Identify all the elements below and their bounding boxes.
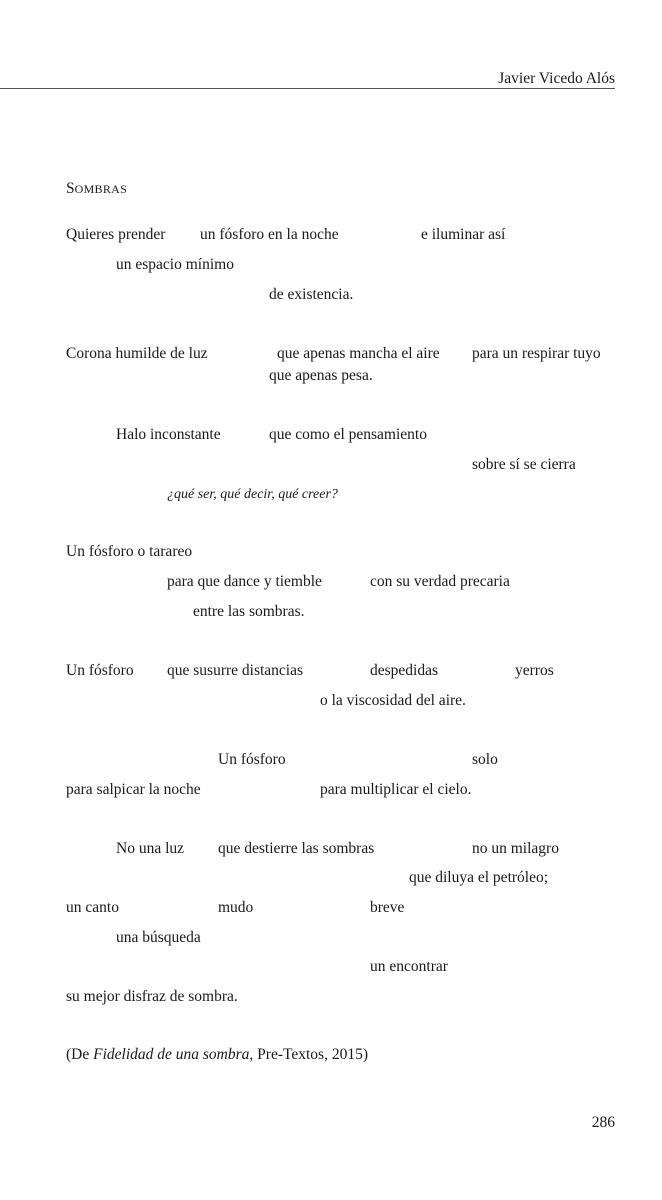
verse-segment: No una luz [116,840,185,857]
verse-segment: de existencia. [269,286,354,303]
verse-segment: que destierre las sombras [218,840,375,857]
verse-segment: Quieres prender [66,226,166,243]
page-number: 286 [591,1114,615,1131]
verse-segment: que apenas pesa. [269,367,373,384]
verse-segment: para un respirar tuyo [472,345,601,362]
verse-segment: para que dance y tiemble [167,573,322,590]
verse-segment: Un fósforo [218,751,286,768]
poem-title-rest: OMBRAS [74,182,128,196]
verse-segment: para multiplicar el cielo. [320,781,472,798]
header-rule [0,88,615,89]
verse-segment: yerros [515,662,554,679]
verse-segment: su mejor disfraz de sombra. [66,988,238,1005]
verse-segment: e iluminar así [421,226,506,243]
citation-suffix: , Pre-Textos, 2015) [249,1046,368,1063]
verse-segment: despedidas [370,662,439,679]
verse-segment: un espacio mínimo [116,256,234,273]
source-citation [66,1046,368,1064]
verse-segment: o la viscosidad del aire. [320,692,466,709]
verse-segment: sobre sí se cierra [472,456,576,473]
verse-segment: Un fósforo [66,662,134,679]
verse-segment: una búsqueda [116,929,201,946]
verse-segment: Halo inconstante [116,426,221,443]
verse-segment: no un milagro [472,840,559,857]
verse-segment: un canto [66,899,119,916]
verse-segment: que diluya el petróleo; [409,869,549,886]
verse-segment: un encontrar [370,958,448,975]
verse-segment: entre las sombras. [193,603,305,620]
verse-segment: que apenas mancha el aire [277,345,440,362]
verse-segment: para salpicar la noche [66,781,201,798]
poem-title [66,180,127,198]
verse-segment: solo [472,751,498,768]
citation-prefix: (De [66,1046,94,1063]
running-header-author: Javier Vicedo Alós [498,70,615,87]
citation-book-title: Fidelidad de una sombra [93,1046,250,1063]
verse-segment: Corona humilde de luz [66,345,208,362]
verse-segment: que como el pensamiento [269,426,427,443]
verse-segment: con su verdad precaria [370,573,510,590]
verse-segment-italic: ¿qué ser, qué decir, qué creer? [167,487,338,502]
verse-segment: Un fósforo o tarareo [66,543,193,560]
verse-segment: un fósforo en la noche [200,226,339,243]
poem-title-initial: S [66,180,75,197]
verse-segment: breve [370,899,405,916]
verse-segment: mudo [218,899,254,916]
verse-segment: que susurre distancias [167,662,304,679]
